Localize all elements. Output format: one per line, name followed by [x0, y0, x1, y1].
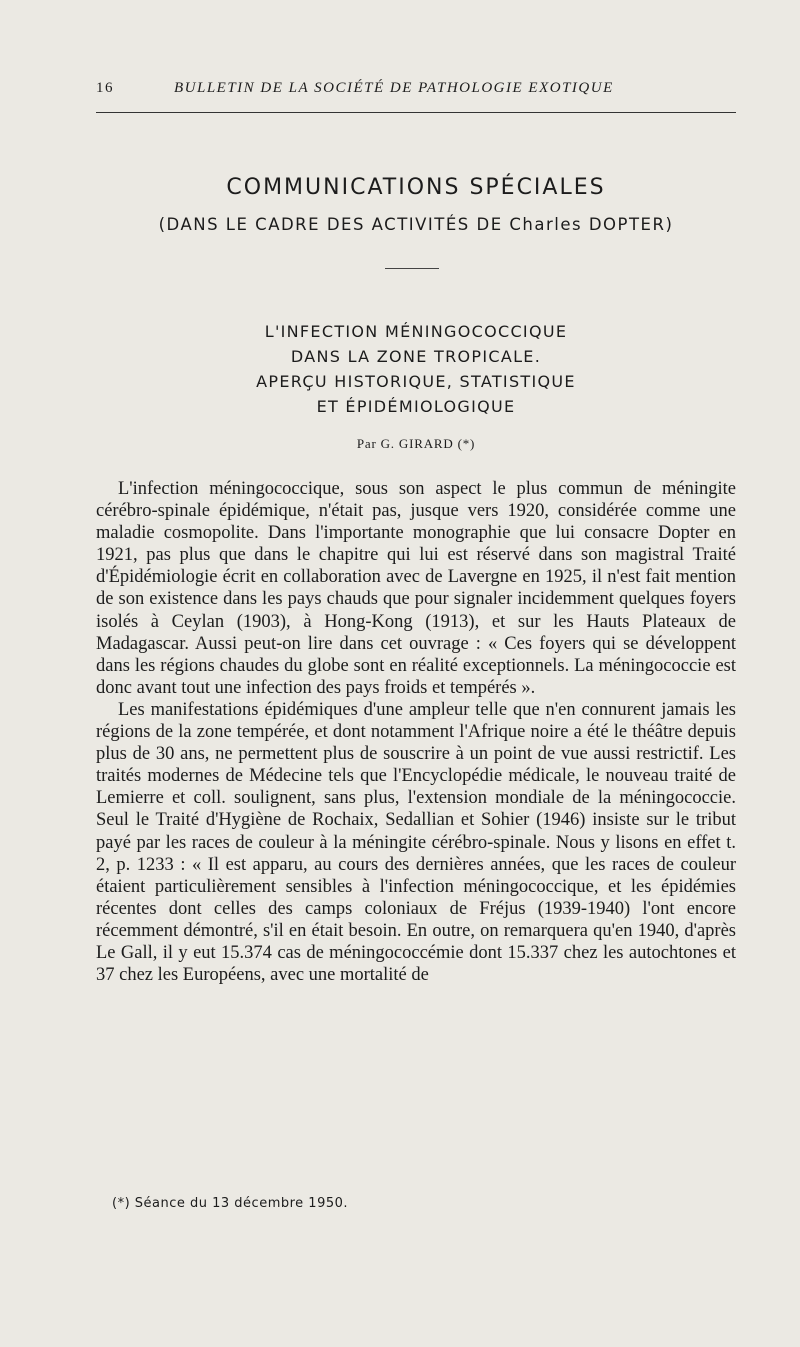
paragraph-1: L'infection méningococcique, sous son aspect le plus commun de méningite cérébro-spinale épidémique, n'était pas, jusque vers 1920, considérée comme une maladie cosmopolite. Dans l'importante monographie que lui consacre Dopter en 1921, pas plus que dans le chapitre qui lui est réservé dans son magistral Traité d'Épidémiologie écrit en collaboration avec de Lavergne en 1925, il n'est fait mention de son existence dans les pays chauds que pour signaler incidemment quelques foyers isolés à Ceylan (1903), à Hong-Kong (1913), et sur les Hauts Plateaux de Madagascar. Aussi peut-on lire dans cet ouvrage : « Ces foyers qui se développent dans les régions chaudes du globe sont en réalité exceptionnels. La méningococcie est donc avant tout une infection des pays froids et tempérés ».	[96, 479, 736, 698]
header-rule	[96, 112, 736, 113]
journal-title: BULLETIN DE LA SOCIÉTÉ DE PATHOLOGIE EXOTIQUE	[174, 80, 614, 96]
section-title: COMMUNICATIONS SPÉCIALES	[226, 175, 606, 200]
article-title-line-2: DANS LA ZONE TROPICALE.	[290, 347, 542, 366]
article-body	[96, 478, 736, 986]
section-subtitle: (DANS LE CADRE DES ACTIVITÉS DE Charles DOPTER)	[158, 215, 674, 234]
footnote: (*) Séance du 13 décembre 1950.	[112, 1196, 349, 1211]
paragraph-2: Les manifestations épidémiques d'une ampleur telle que n'en connurent jamais les régions de la zone tempérée, et dont notamment l'Afrique noire a été le théâtre depuis plus de 30 ans, ne permettent plus de souscrire à un point de vue aussi restrictif. Les traités modernes de Médecine tels que l'Encyclopédie médicale, le nouveau traité de Lemierre et coll. soulignent, sans plus, l'extension mondiale de la méningococcie. Seul le Traité d'Hygiène de Rochaix, Sedallian et Sohier (1946) insiste sur le tribut payé par les races de couleur à la méningite cérébro-spinale. Nous y lisons en effet t. 2, p. 1233 : « Il est apparu, au cours des dernières années, que les races de couleur étaient particulièrement sensibles à l'infection méningococcique, et les épidémies récentes dont celles des camps coloniaux de Fréjus (1939-1940) l'ont encore récemment démontré, s'il en était besoin. En outre, on remarquera qu'en 1940, d'après Le Gall, il y eut 15.374 cas de méningococcémie dont 15.337 chez les autochtones et 37 chez les Européens, avec une mortalité de	[96, 699, 736, 986]
page-number: 16	[96, 80, 114, 96]
article-title-line-1: L'INFECTION MÉNINGOCOCCIQUE	[264, 322, 568, 341]
separator-rule	[385, 268, 439, 269]
article-title-line-3: APERÇU HISTORIQUE, STATISTIQUE	[256, 372, 576, 391]
article-title-line-4: ET ÉPIDÉMIOLOGIQUE	[316, 397, 516, 416]
article-author: Par G. GIRARD (*)	[356, 436, 476, 451]
